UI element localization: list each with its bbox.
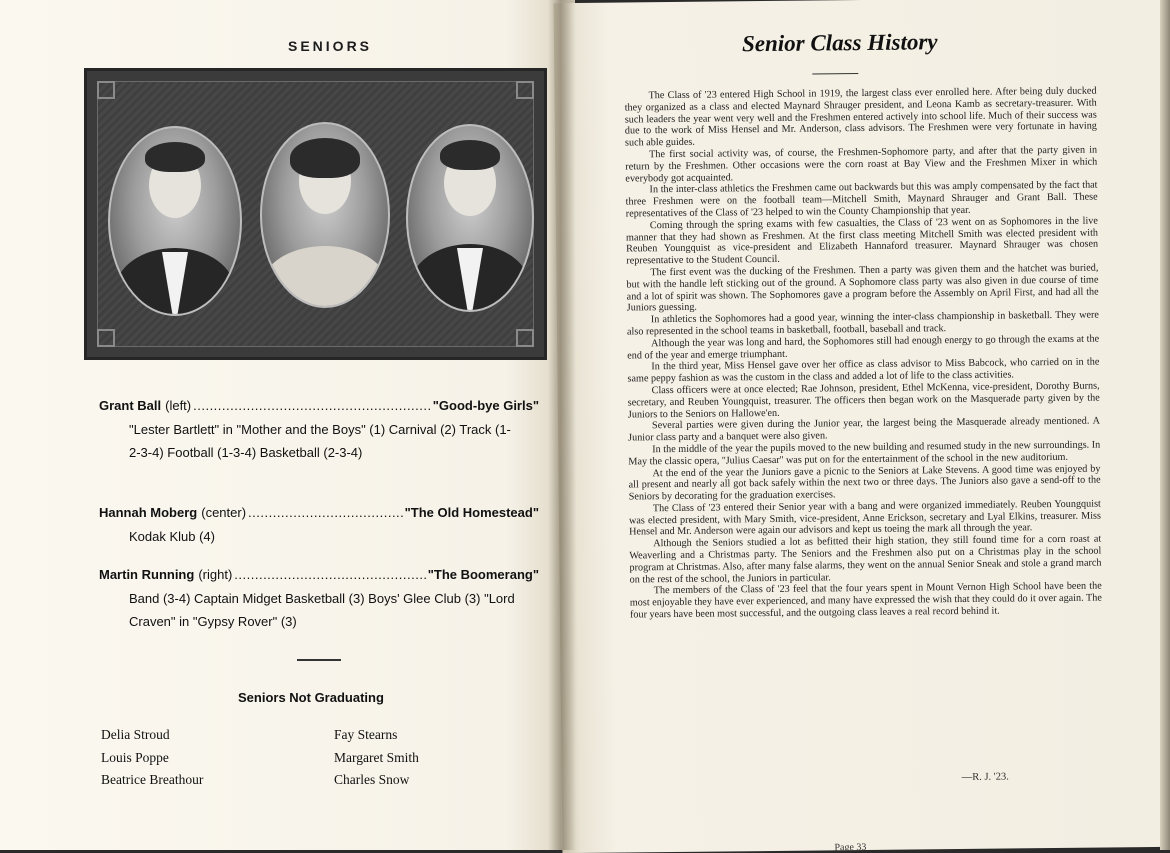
student-name: Beatrice Breathour bbox=[101, 772, 204, 787]
senior-motto: "Good-bye Girls" bbox=[432, 398, 539, 413]
title-rule bbox=[812, 73, 858, 74]
history-paragraph: The first social activity was, of course, the Freshmen-Sophomore party, and after that the party given in return by the Freshmen. Other occasions were the corn roast at Bay View and the Freshmen Mixer in which everybody got acquainted. bbox=[625, 144, 1098, 185]
senior-position: (center) bbox=[201, 505, 247, 520]
student-name: Delia Stroud bbox=[101, 727, 170, 742]
history-paragraph: In the inter-class athletics the Freshmen came out backwards but this was amply compensated by the fact that three Freshmen were on the football team—Mitchell Smith, Maynard Shrauger and Grant Ball. These representatives of the Class of '23 helped to win the County Championship that year. bbox=[625, 179, 1098, 220]
history-paragraph: Although the year was long and hard, the Sophomores still had enough energy to go through the exams at the end of the year and emerge triumphant. bbox=[627, 333, 1100, 362]
senior-motto: "The Boomerang" bbox=[427, 567, 539, 582]
student-name: Louis Poppe bbox=[101, 749, 169, 765]
dot-leader bbox=[234, 567, 425, 582]
dot-leader bbox=[193, 398, 431, 413]
left-page bbox=[0, 0, 575, 850]
not-graduating-title: Seniors Not Graduating bbox=[238, 690, 384, 705]
signature: —R. J. '23. bbox=[961, 771, 1009, 783]
senior-position: (left) bbox=[165, 398, 192, 413]
history-paragraph: In athletics the Sophomores had a good year, winning the inter-class championship in basketball. They were also represented in the school teams in basketball, football, baseball and track. bbox=[626, 309, 1099, 338]
right-page bbox=[554, 0, 1170, 853]
history-paragraph: In the third year, Miss Hensel gave over her office as class advisor to Miss Babcock, who carried on in the same peppy fashion as was the custom in the class and added a lot of life to the class activities. bbox=[627, 356, 1100, 385]
history-paragraph: Several parties were given during the Junior year, the largest being the Masquerade already mentioned. A Junior class party and a banquet were also given. bbox=[628, 415, 1101, 444]
panel-corner-ornament bbox=[97, 329, 115, 347]
senior-motto: "The Old Homestead" bbox=[404, 505, 539, 520]
student-name: Fay Stearns bbox=[334, 727, 398, 742]
history-body bbox=[624, 86, 1102, 622]
history-paragraph: At the end of the year the Juniors gave a picnic to the Seniors at Lake Stevens. A good time was enjoyed by all present and nearly all got back safely within the next two or three days. The Juniors also gave a send-off to the Seniors by decorating for the graduation exercises. bbox=[628, 463, 1101, 503]
history-paragraph: The members of the Class of '23 feel that the four years spent in Mount Vernon High School have been the most enjoyable they have ever experienced, and many have expressed the wish that they could do it over again. The four years have been most successful, and the outgoing class leaves a real record behind it. bbox=[629, 580, 1102, 621]
page-heading: SENIORS bbox=[288, 38, 373, 54]
panel-corner-ornament bbox=[97, 81, 115, 99]
senior-entry bbox=[99, 505, 539, 548]
portrait-center bbox=[260, 122, 390, 308]
panel-corner-ornament bbox=[516, 81, 534, 99]
history-title: Senior Class History bbox=[741, 29, 938, 57]
senior-entry bbox=[99, 567, 539, 633]
history-paragraph: The first event was the ducking of the Freshmen. Then a party was given them and the hatchet was buried, but with the handle left sticking out of the ground. A Sophomore class party was also given in due course of time and a lot of spirit was shown. The Sophomores gave a program before the Assembly on April First, and had all the Juniors guessing. bbox=[626, 262, 1099, 314]
student-name: Margaret Smith bbox=[334, 749, 419, 765]
not-graduating-left-column bbox=[101, 724, 203, 792]
senior-activities: Kodak Klub (4) bbox=[129, 529, 215, 544]
history-paragraph: Class officers were at once elected; Rae Johnson, president, Ethel McKenna, vice-president, Dorothy Burns, secretary, and Reuben Youngquist, treasurer. The officers then began work on the Masquerade party given by the Juniors to the Seniors on Hallowe'en. bbox=[627, 380, 1100, 420]
page-number: Page 33 bbox=[834, 841, 867, 853]
senior-name: Hannah Moberg bbox=[99, 505, 198, 520]
senior-activities: Band (3-4) Captain Midget Basketball (3) Boys' Glee Club (3) "Lord Craven" in "Gypsy Rover" (3) bbox=[129, 591, 515, 629]
history-paragraph: Although the Seniors studied a lot as befitted their high station, they still found time for a corn roast at Weaverling and a Christmas party. The Seniors and the Freshmen also put on a Christmas play in the school program at Christmas. Also, after many false alarms, they went on the annual Senior Sneak and stole a grand march on the rest of the school, the Juniors in particular. bbox=[629, 533, 1102, 586]
senior-name: Martin Running bbox=[99, 567, 195, 582]
history-paragraph: The Class of '23 entered their Senior year with a bang and were organized immediately. Reuben Youngquist was elected president, with Mary Smith, vice-president, Anne Erickson, secretary and Lyal Elkins, treasurer. Miss Hensel and Mr. Anderson were again our advisors and kept us toeing the mark all through the year. bbox=[628, 498, 1102, 538]
senior-entry bbox=[99, 398, 539, 464]
senior-name: Grant Ball bbox=[99, 398, 162, 413]
portrait-panel bbox=[84, 68, 547, 360]
not-graduating-right-column bbox=[334, 724, 419, 792]
history-paragraph: In the middle of the year the pupils moved to the new building and resumed study in the new surroundings. In May the classic opera, ''Julius Caesar'' was put on for the entertainment of the school in the new auditorium. bbox=[628, 439, 1101, 468]
divider-rule bbox=[297, 659, 341, 661]
panel-corner-ornament bbox=[516, 329, 534, 347]
history-paragraph: Coming through the spring exams with few casualties, the Class of '23 went on as Sophomores in the live manner that they had shown as Freshmen. At the first class meeting Mitchell Smith was elected president with Reuben Youngquist as vice-president and Elizabeth Hannaford treasurer. Maynard Shrauger was chosen representative to the Student Council. bbox=[625, 215, 1099, 267]
portrait-left bbox=[108, 126, 242, 316]
student-name: Charles Snow bbox=[334, 772, 410, 787]
portrait-right bbox=[406, 124, 534, 312]
senior-position: (right) bbox=[198, 567, 233, 582]
history-paragraph: The Class of '23 entered High School in 1919, the largest class ever enrolled here. After being duly ducked they organized as a class and elected Maynard Shrauger president, and Leona Kamb as secretary-treasurer. With such leaders the year went very well and the Freshmen entered actively into school life. Much of their success was due to the work of Miss Hensel and Mr. Anderson, class advisors. The Freshmen were very fortunate in having such able guides. bbox=[624, 85, 1097, 149]
dot-leader bbox=[248, 505, 403, 520]
page-edge bbox=[1160, 0, 1170, 850]
senior-activities: "Lester Bartlett" in "Mother and the Boys" (1) Carnival (2) Track (1-2-3-4) Football (1-3-4) Basketball (2-3-4) bbox=[129, 422, 511, 460]
book-gutter bbox=[548, 0, 576, 850]
